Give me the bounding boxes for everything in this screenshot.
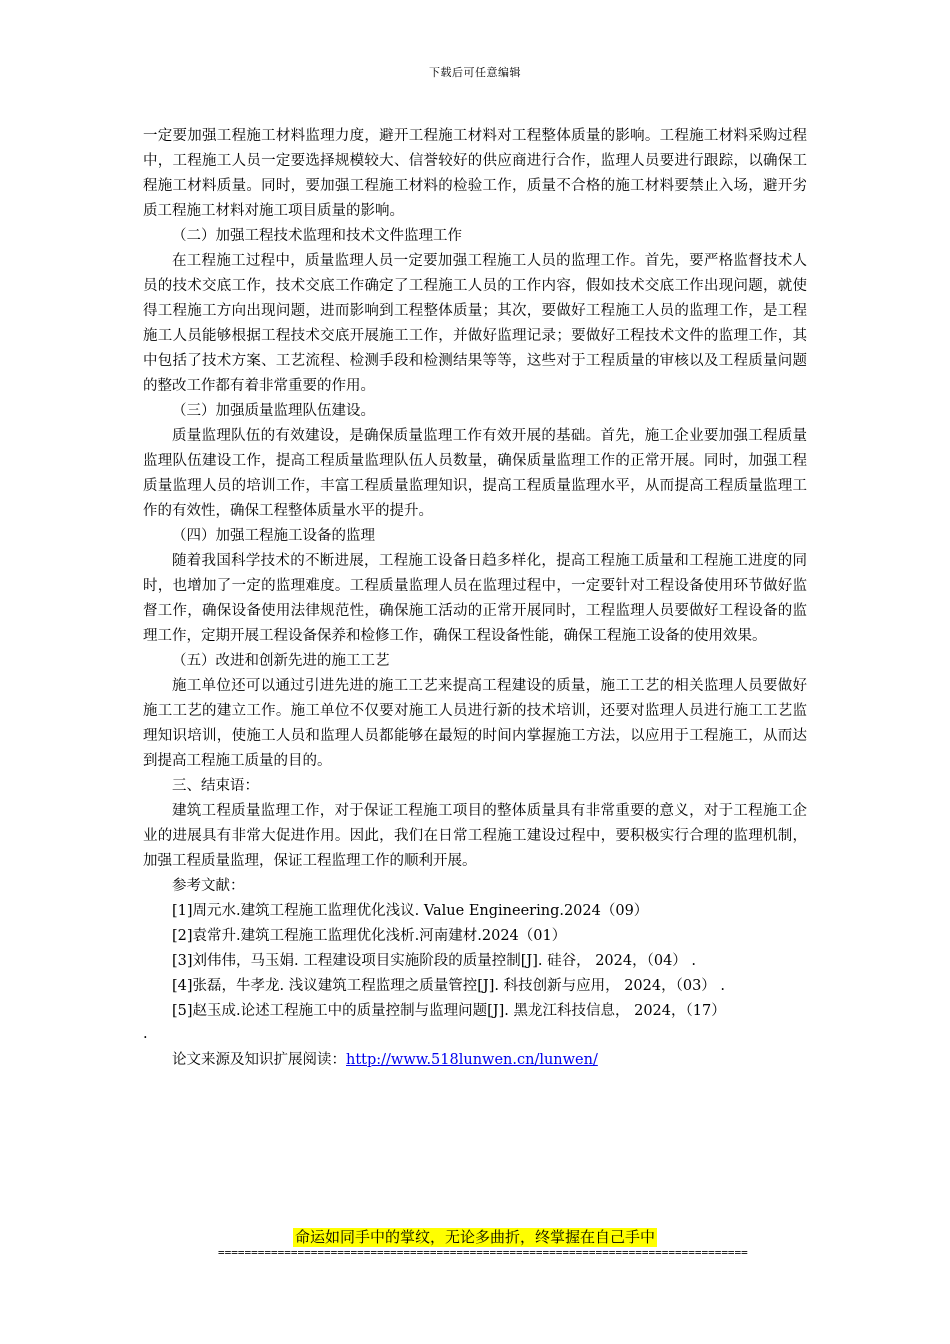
footer [0,1227,950,1247]
paragraph-process: 施工单位还可以通过引进先进的施工工艺来提高工程建设的质量，施工工艺的相关监理人员要做好施工工艺的建立工作。施工单位不仅要对施工人员进行新的技术培训，还要对监理人员进行施工工艺监理知识培训，使施工人员和监理人员都能够在最短的时间内掌握施工方法，以应用于工程施工，从而达到提高工程施工质量的目的。 [143,678,807,769]
page-header: 下载后可任意编辑 [429,66,521,79]
footer-rule: ================================================================================ [218,1246,748,1259]
references-heading: 参考文献： [172,878,245,894]
paragraph-technical-supervision: 在工程施工过程中，质量监理人员一定要加强工程施工人员的监理工作。首先，要严格监督技术人员的技术交底工作，技术交底工作确定了工程施工人员的工作内容，假如技术交底工作出现问题，就使得工程施工方向出现问题，进而影响到工程整体质量；其次，要做好工程施工人员的监理工作，是工程施工人员能够根据工程技术交底开展施工工作，并做好监理记录；要做好工程技术文件的监理工作，其中包括了技术方案、工艺流程、检测手段和检测结果等等，这些对于工程质量的审核以及工程质量问题的整改工作都有着非常重要的作用。 [143,253,807,394]
paragraph-equipment: 随着我国科学技术的不断进展，工程施工设备日趋多样化，提高工程施工质量和工程施工进度的同时，也增加了一定的监理难度。工程质量监理人员在监理过程中，一定要针对工程设备使用环节做好监督工作，确保设备使用法律规范性，确保施工活动的正常开展同时，工程监理人员要做好工程设备的监理工作，定期开展工程设备保养和检修工作，确保工程设备性能，确保工程施工设备的使用效果。 [143,553,807,644]
section-heading-4: （四）加强工程施工设备的监理 [172,528,375,544]
reference-item: [5]赵玉成.论述工程施工中的质量控制与监理问题[J]. 黑龙江科技信息， 2024，（17） [172,1003,726,1019]
section-heading-2: （二）加强工程技术监理和技术文件监理工作 [172,228,462,244]
reference-item: [2]袁常升.建筑工程施工监理优化浅析.河南建材.2024（01） [172,928,567,944]
reference-item: [1]周元水.建筑工程施工监理优化浅议. Value Engineering.2024（09） [172,903,649,919]
paragraph-conclusion: 建筑工程质量监理工作，对于保证工程施工项目的整体质量具有非常重要的意义，对于工程施工企业的进展具有非常大促进作用。因此，我们在日常工程施工建设过程中，要积极实行合理的监理机制，加强工程质量监理，保证工程监理工作的顺利开展。 [143,803,807,869]
source-link[interactable]: http://www.518lunwen.cn/lunwen/ [346,1052,598,1068]
source-label: 论文来源及知识扩展阅读： [172,1052,346,1068]
conclusion-heading: 三、结束语： [172,778,259,794]
section-heading-5: （五）改进和创新先进的施工工艺 [172,653,390,669]
source-line [143,1048,807,1073]
section-heading-3: （三）加强质量监理队伍建设。 [172,403,375,419]
paragraph-materials: 一定要加强工程施工材料监理力度，避开工程施工材料对工程整体质量的影响。工程施工材料采购过程中，工程施工人员一定要选择规模较大、信誉较好的供应商进行合作，监理人员要进行跟踪，以确保工程施工材料质量。同时，要加强工程施工材料的检验工作，质量不合格的施工材料要禁止入场，避开劣质工程施工材料对施工项目质量的影响。 [143,128,807,219]
paragraph-team-building: 质量监理队伍的有效建设，是确保质量监理工作有效开展的基础。首先，施工企业要加强工程质量监理队伍建设工作，提高工程质量监理队伍人员数量，确保质量监理工作的正常开展。同时，加强工程质量监理人员的培训工作，丰富工程质量监理知识，提高工程质量监理水平，从而提高工程质量监理工作的有效性，确保工程整体质量水平的提升。 [143,428,807,519]
trailing-dot: . [143,1026,148,1042]
document-body [143,124,807,1073]
reference-item: [4]张磊，牛孝龙. 浅议建筑工程监理之质量管控[J]. 科技创新与应用， 2024，（03） . [172,978,726,994]
footer-motto: 命运如同手中的掌纹，无论多曲折，终掌握在自己手中 [294,1228,655,1246]
reference-item: [3]刘伟伟，马玉娟. 工程建设项目实施阶段的质量控制[J]. 硅谷， 2024，（04） . [172,953,697,969]
